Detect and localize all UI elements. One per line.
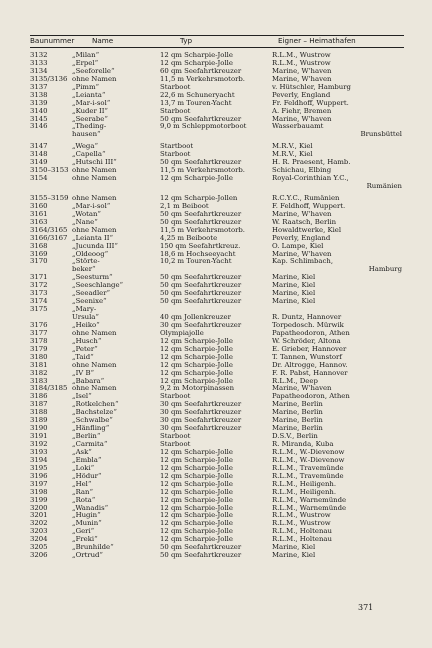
name-cell: „Pimm“ xyxy=(72,82,100,91)
typ-cell: Starboot xyxy=(160,392,191,401)
eigner-cell: R.L.M., Deep xyxy=(272,376,318,385)
name-cell: „Husch“ xyxy=(72,336,102,345)
eigner-cell: R.L.M., Holtenau xyxy=(272,527,332,536)
eigner-cell: R.L.M., Heiligenh. xyxy=(272,479,337,488)
name-cell: „Peter“ xyxy=(72,344,98,353)
name-cell: Ursula“ xyxy=(72,313,99,321)
typ-cell: 12 qm Scharpie-Jolle xyxy=(160,368,233,377)
name-cell: „Hödur“ xyxy=(72,471,102,480)
name-cell: ohne Namen xyxy=(72,166,117,175)
typ-cell: 22,6 m Schuneryacht xyxy=(160,90,235,99)
typ-cell: Starboot xyxy=(160,440,191,448)
eigner-cell: Fr. Feldhoff, Wuppert. xyxy=(272,98,349,107)
baunummer-cell: 3172 xyxy=(30,281,48,290)
name-cell: „Wanadis“ xyxy=(72,503,109,512)
name-cell: „Seenixe“ xyxy=(72,297,107,306)
typ-cell: 9,0 m Schleppmotorboot xyxy=(160,122,247,131)
baunummer-cell: 3146 xyxy=(30,122,48,131)
typ-cell: Starboot xyxy=(160,150,191,159)
typ-cell: 12 qm Scharpie-Jolle xyxy=(160,527,233,536)
baunummer-cell: 3191 xyxy=(30,432,48,441)
header-typ: Typ xyxy=(180,36,193,45)
table-row xyxy=(30,175,404,183)
header-bottom-rule xyxy=(30,47,404,48)
eigner-cell: Kap. Schlimbach, xyxy=(272,257,334,266)
typ-cell: 30 qm Seefahrtkreuzer xyxy=(160,424,242,433)
eigner-cell: D.S.V., Berlin xyxy=(272,432,318,441)
typ-cell: 50 qm Seefahrtkreuzer xyxy=(160,273,242,282)
baunummer-cell: 3145 xyxy=(30,114,48,123)
typ-cell: 12 qm Scharpie-Jolle xyxy=(160,352,233,361)
baunummer-cell: 3137 xyxy=(30,82,48,91)
baunummer-cell: 3169 xyxy=(30,249,48,258)
eigner-cell: Torpedosch. Mürwik xyxy=(272,320,344,329)
baunummer-cell: 3189 xyxy=(30,416,48,425)
baunummer-cell: 3180 xyxy=(30,352,48,361)
name-cell: „Hutschi III“ xyxy=(72,158,117,167)
name-cell: „Nane“ xyxy=(72,217,98,226)
eigner-cell: H. R. Praesent, Hamb. xyxy=(272,158,351,167)
eigner-continuation-cell: Rumänien xyxy=(366,182,402,190)
name-cell: „Störte- xyxy=(72,257,100,266)
typ-cell: 12 qm Scharpie-Jolle xyxy=(160,535,233,544)
eigner-cell: W. Schröder, Altona xyxy=(272,336,341,345)
eigner-cell: Marine, W'haven xyxy=(272,209,332,218)
typ-cell: 12 qm Scharpie-Jolle xyxy=(160,336,233,345)
page-number: 371 xyxy=(358,603,374,612)
baunummer-cell: 3168 xyxy=(30,241,48,250)
eigner-cell: R.L.M., Wustrow xyxy=(272,511,331,520)
baunummer-cell: 3182 xyxy=(30,368,48,377)
baunummer-cell: 3193 xyxy=(30,447,48,456)
eigner-cell: E. Grieber, Hannover xyxy=(272,344,347,353)
baunummer-cell: 3149 xyxy=(30,158,48,167)
eigner-cell: Marine, Berlin xyxy=(272,400,323,409)
baunummer-cell: 3138 xyxy=(30,90,48,99)
baunummer-cell: 3155–3159 xyxy=(30,193,69,202)
name-cell: „Mar-i-sol“ xyxy=(72,98,111,107)
eigner-cell: Marine, Kiel xyxy=(272,551,316,560)
eigner-cell: Royal-Corinthian Y.C., xyxy=(272,174,349,183)
typ-cell: 12 qm Scharpie-Jolle xyxy=(160,58,233,67)
typ-cell: 50 qm Seefahrtkreuzer xyxy=(160,217,242,226)
eigner-continuation-cell: Brunsbüttel xyxy=(360,130,402,139)
eigner-cell: Marine, W'haven xyxy=(272,66,332,75)
name-cell: „Milan“ xyxy=(72,51,100,59)
baunummer-cell: 3166/3167 xyxy=(30,233,68,242)
header-name: Name xyxy=(92,36,114,45)
eigner-cell: O. Lampe, Kiel xyxy=(272,241,324,250)
eigner-cell: R.C.Y.C., Rumänien xyxy=(272,193,340,202)
name-cell: „Seerabe“ xyxy=(72,114,108,123)
typ-cell: 4,25 m Beiboote xyxy=(160,233,218,242)
baunummer-cell: 3178 xyxy=(30,336,48,345)
baunummer-cell: 3132 xyxy=(30,51,48,59)
name-cell: „Babara“ xyxy=(72,376,105,385)
name-cell: „Isel“ xyxy=(72,392,92,401)
baunummer-cell: 3188 xyxy=(30,408,48,417)
eigner-cell: R.L.M., Wustrow xyxy=(272,519,331,528)
typ-cell: 11,5 m Verkehrsmotorb. xyxy=(160,225,245,234)
name-cell: „Erpel“ xyxy=(72,58,99,67)
name-cell: „Freki“ xyxy=(72,535,98,544)
name-cell: „Jucunda III“ xyxy=(72,241,118,250)
name-cell: hausen“ xyxy=(72,130,101,139)
typ-cell: 12 qm Scharpie-Jolle xyxy=(160,511,233,520)
name-cell: ohne Namen xyxy=(72,174,117,183)
name-cell: ohne Namen xyxy=(72,225,117,234)
typ-cell: 12 qm Scharpie-Jolle xyxy=(160,376,233,385)
eigner-cell: T. Tannen, Wunstorf xyxy=(272,352,342,361)
eigner-cell: W. Raatsch, Berlin xyxy=(272,217,337,226)
baunummer-cell: 3199 xyxy=(30,495,48,504)
name-cell: „Bachstelze“ xyxy=(72,408,117,417)
name-cell: „Rota“ xyxy=(72,495,96,504)
baunummer-cell: 3198 xyxy=(30,487,48,496)
typ-cell: 50 qm Seefahrtkreuzer xyxy=(160,289,242,298)
name-cell: „Schwalbe“ xyxy=(72,416,113,425)
eigner-cell: Marine, W'haven xyxy=(272,74,332,83)
name-cell: „Leianta“ xyxy=(72,90,106,99)
name-cell: „IV B“ xyxy=(72,368,95,377)
name-cell: „Hänfling“ xyxy=(72,424,110,433)
eigner-cell: A. Fiehr, Bremen xyxy=(272,106,332,115)
typ-cell: 50 qm Seefahrtkreuzer xyxy=(160,297,242,306)
name-cell: ohne Namen xyxy=(72,384,117,393)
eigner-cell: Marine, Berlin xyxy=(272,424,323,433)
eigner-cell: F. Feldhoff, Wuppert. xyxy=(272,201,346,210)
eigner-cell: F. R. Pabst, Hannover xyxy=(272,368,348,377)
baunummer-cell: 3171 xyxy=(30,273,48,282)
name-cell: „Wega“ xyxy=(72,142,98,151)
eigner-cell: Papatheodoron, Athen xyxy=(272,392,350,401)
typ-cell: 12 qm Scharpie-Jolle xyxy=(160,360,233,369)
eigner-cell: Howaldtwerke, Kiel xyxy=(272,225,342,234)
baunummer-cell: 3177 xyxy=(30,328,48,337)
eigner-cell: Peverly, England xyxy=(272,233,331,242)
name-cell: „Munin“ xyxy=(72,519,102,528)
typ-cell: 11,5 m Verkehrsmotorb. xyxy=(160,74,245,83)
eigner-cell: R. Duntz, Hannover xyxy=(272,313,342,321)
baunummer-cell: 3194 xyxy=(30,455,48,464)
baunummer-cell: 3197 xyxy=(30,479,48,488)
baunummer-cell: 3163 xyxy=(30,217,48,226)
name-cell: „Seesturm“ xyxy=(72,273,113,282)
typ-cell: 60 qm Seefahrtkreuzer xyxy=(160,66,242,75)
name-cell: „Mar-i-sol“ xyxy=(72,201,111,210)
typ-cell: 12 qm Scharpie-Jolle xyxy=(160,471,233,480)
eigner-cell: Marine, Kiel xyxy=(272,297,316,306)
typ-cell: 12 qm Scharpie-Jolle xyxy=(160,479,233,488)
eigner-cell: R.L.M., Wustrow xyxy=(272,51,331,59)
typ-cell: 12 qm Scharpie-Jolle xyxy=(160,447,233,456)
typ-cell: Olympiajolle xyxy=(160,328,204,337)
name-cell: „Theding- xyxy=(72,122,107,131)
typ-cell: 30 qm Seefahrtkreuzer xyxy=(160,408,242,417)
baunummer-cell: 3174 xyxy=(30,297,48,306)
name-cell: „Leianta II“ xyxy=(72,233,114,242)
typ-cell: 50 qm Seefahrtkreuzer xyxy=(160,114,242,123)
eigner-cell: Marine, Berlin xyxy=(272,416,323,425)
baunummer-cell: 3181 xyxy=(30,360,48,369)
typ-cell: 50 qm Seefahrtkreuzer xyxy=(160,281,242,290)
baunummer-cell: 3150–3153 xyxy=(30,166,69,175)
typ-cell: Starboot xyxy=(160,106,191,115)
baunummer-cell: 3173 xyxy=(30,289,48,298)
eigner-cell: Marine, Kiel xyxy=(272,281,316,290)
eigner-cell: M.R.V., Kiel xyxy=(272,142,313,151)
baunummer-cell: 3203 xyxy=(30,527,48,536)
name-cell: „Oldeoog“ xyxy=(72,249,109,258)
eigner-cell: Marine, Kiel xyxy=(272,273,316,282)
name-cell: „Geri“ xyxy=(72,527,95,536)
header-eigner: Eigner – Heimathafen xyxy=(278,36,356,45)
typ-cell: 12 qm Scharpie-Jolle xyxy=(160,51,233,59)
table-row xyxy=(30,552,404,560)
baunummer-cell: 3184/3185 xyxy=(30,384,68,393)
baunummer-cell: 3204 xyxy=(30,535,48,544)
baunummer-cell: 3206 xyxy=(30,551,48,560)
eigner-cell: R.L.M., Travemünde xyxy=(272,463,344,472)
typ-cell: 11,5 m Verkehrsmotorb. xyxy=(160,166,245,175)
baunummer-cell: 3135/3136 xyxy=(30,74,68,83)
baunummer-cell: 3179 xyxy=(30,344,48,353)
baunummer-cell: 3164/3165 xyxy=(30,225,68,234)
eigner-cell: R.L.M., Travemünde xyxy=(272,471,344,480)
name-cell: ohne Namen xyxy=(72,74,117,83)
name-cell: „Heiko“ xyxy=(72,320,100,329)
typ-cell: 150 qm Seefahrtkreuz. xyxy=(160,241,241,250)
name-cell: „Carmita“ xyxy=(72,440,108,448)
typ-cell: 12 qm Scharpie-Jolle xyxy=(160,174,233,183)
eigner-cell: Schichau, Elbing xyxy=(272,166,332,175)
typ-cell: 12 qm Scharpie-Jolle xyxy=(160,344,233,353)
typ-cell: 40 qm Jollenkreuzer xyxy=(160,313,231,321)
typ-cell: 30 qm Seefahrtkreuzer xyxy=(160,320,242,329)
eigner-cell: R.L.M., Warnemünde xyxy=(272,495,347,504)
typ-cell: 50 qm Seefahrtkreuzer xyxy=(160,551,242,560)
typ-cell: Starboot xyxy=(160,432,191,441)
name-cell: „Ran“ xyxy=(72,487,93,496)
baunummer-cell: 3140 xyxy=(30,106,48,115)
eigner-cell: Marine, Berlin xyxy=(272,408,323,417)
eigner-continuation-cell: Hamburg xyxy=(368,265,402,274)
name-cell: „Ortrud“ xyxy=(72,551,103,560)
name-cell: „Hugin“ xyxy=(72,511,101,520)
typ-cell: Starboot xyxy=(160,82,191,91)
name-cell: „Taid“ xyxy=(72,352,94,361)
eigner-cell: Wasserbauamt xyxy=(272,122,324,131)
baunummer-cell: 3200 xyxy=(30,503,48,512)
baunummer-cell: 3190 xyxy=(30,424,48,433)
baunummer-cell: 3161 xyxy=(30,209,48,218)
eigner-cell: M.R.V., Kiel xyxy=(272,150,313,159)
eigner-cell: Peverly, England xyxy=(272,90,331,99)
name-cell: beker“ xyxy=(72,265,96,274)
baunummer-cell: 3160 xyxy=(30,201,48,210)
eigner-cell: Marine, Kiel xyxy=(272,543,316,552)
name-cell: „Brunhilde“ xyxy=(72,543,114,552)
typ-cell: 12 qm Scharpie-Jolle xyxy=(160,495,233,504)
typ-cell: 30 qm Seefahrtkreuzer xyxy=(160,400,242,409)
eigner-cell: R.L.M., Wustrow xyxy=(272,58,331,67)
eigner-cell: Dr. Altrogge, Hannov. xyxy=(272,360,348,369)
typ-cell: 9,2 m Motorpinassen xyxy=(160,384,235,393)
typ-cell: 50 qm Seefahrtkreuzer xyxy=(160,158,242,167)
name-cell: „Rotkelchen“ xyxy=(72,400,119,409)
typ-cell: 30 qm Seefahrtkreuzer xyxy=(160,416,242,425)
name-cell: „Hel“ xyxy=(72,479,92,488)
eigner-cell: Marine, W'haven xyxy=(272,384,332,393)
typ-cell: 12 qm Scharpie-Jolle xyxy=(160,463,233,472)
name-cell: ohne Namen xyxy=(72,193,117,202)
name-cell: „Seeforelle“ xyxy=(72,66,115,75)
baunummer-cell: 3133 xyxy=(30,58,48,67)
baunummer-cell: 3186 xyxy=(30,392,48,401)
eigner-cell: R.L.M., Warnemünde xyxy=(272,503,347,512)
baunummer-cell: 3134 xyxy=(30,66,48,75)
baunummer-cell: 3139 xyxy=(30,98,48,107)
baunummer-cell: 3183 xyxy=(30,376,48,385)
baunummer-cell: 3195 xyxy=(30,463,48,472)
name-cell: ohne Namen xyxy=(72,360,117,369)
name-cell: „Seeschlange“ xyxy=(72,281,124,290)
baunummer-cell: 3201 xyxy=(30,511,48,520)
eigner-cell: R. Miranda, Kuba xyxy=(272,440,334,448)
typ-cell: 50 qm Seefahrtkreuzer xyxy=(160,209,242,218)
typ-cell: 12 qm Scharpie-Jolle xyxy=(160,519,233,528)
eigner-cell: R.L.M., W.-Dievenow xyxy=(272,447,345,456)
baunummer-cell: 3175 xyxy=(30,305,48,314)
eigner-cell: R.L.M., Holtenau xyxy=(272,535,332,544)
name-cell: ohne Namen xyxy=(72,328,117,337)
eigner-cell: Marine, W'haven xyxy=(272,114,332,123)
baunummer-cell: 3176 xyxy=(30,320,48,329)
eigner-cell: R.L.M., W.-Dievenow xyxy=(272,455,345,464)
name-cell: „Seeadler“ xyxy=(72,289,111,298)
typ-cell: 50 qm Seefahrtkreuzer xyxy=(160,543,242,552)
eigner-cell: Marine, W'haven xyxy=(272,249,332,258)
eigner-cell: Papatheodoron, Athen xyxy=(272,328,350,337)
typ-cell: 12 qm Scharpie-Jolle xyxy=(160,487,233,496)
name-cell: „Loki“ xyxy=(72,463,95,472)
table-row xyxy=(30,183,404,191)
name-cell: „Embla“ xyxy=(72,455,102,464)
boat-register-table xyxy=(30,52,404,560)
baunummer-cell: 3202 xyxy=(30,519,48,528)
typ-cell: 18,6 m Hochseeyacht xyxy=(160,249,236,258)
typ-cell: Startboot xyxy=(160,142,194,151)
typ-cell: 13,7 m Touren-Yacht xyxy=(160,98,232,107)
eigner-cell: Marine, Kiel xyxy=(272,289,316,298)
name-cell: „Kuder II“ xyxy=(72,106,108,115)
baunummer-cell: 3147 xyxy=(30,142,48,151)
name-cell: „Mary- xyxy=(72,305,97,314)
name-cell: „Berlin“ xyxy=(72,432,101,441)
name-cell: „Capella“ xyxy=(72,150,106,159)
typ-cell: 12 qm Scharpie-Jollen xyxy=(160,193,238,202)
typ-cell: 10,2 m Touren-Yacht xyxy=(160,257,232,266)
baunummer-cell: 3196 xyxy=(30,471,48,480)
table-row xyxy=(30,131,404,139)
name-cell: „Wotan“ xyxy=(72,209,101,218)
header-baunummer: Baunummer xyxy=(30,36,75,45)
typ-cell: 2,1 m Beiboot xyxy=(160,201,209,210)
typ-cell: 12 qm Scharpie-Jolle xyxy=(160,503,233,512)
baunummer-cell: 3205 xyxy=(30,543,48,552)
baunummer-cell: 3187 xyxy=(30,400,48,409)
baunummer-cell: 3154 xyxy=(30,174,48,183)
table-header xyxy=(30,36,404,46)
baunummer-cell: 3170 xyxy=(30,257,48,266)
name-cell: „Ask“ xyxy=(72,447,92,456)
typ-cell: 12 qm Scharpie-Jolle xyxy=(160,455,233,464)
baunummer-cell: 3148 xyxy=(30,150,48,159)
eigner-cell: R.L.M., Heiligenh. xyxy=(272,487,337,496)
eigner-cell: v. Hütschler, Hamburg xyxy=(272,82,351,91)
baunummer-cell: 3192 xyxy=(30,440,48,448)
